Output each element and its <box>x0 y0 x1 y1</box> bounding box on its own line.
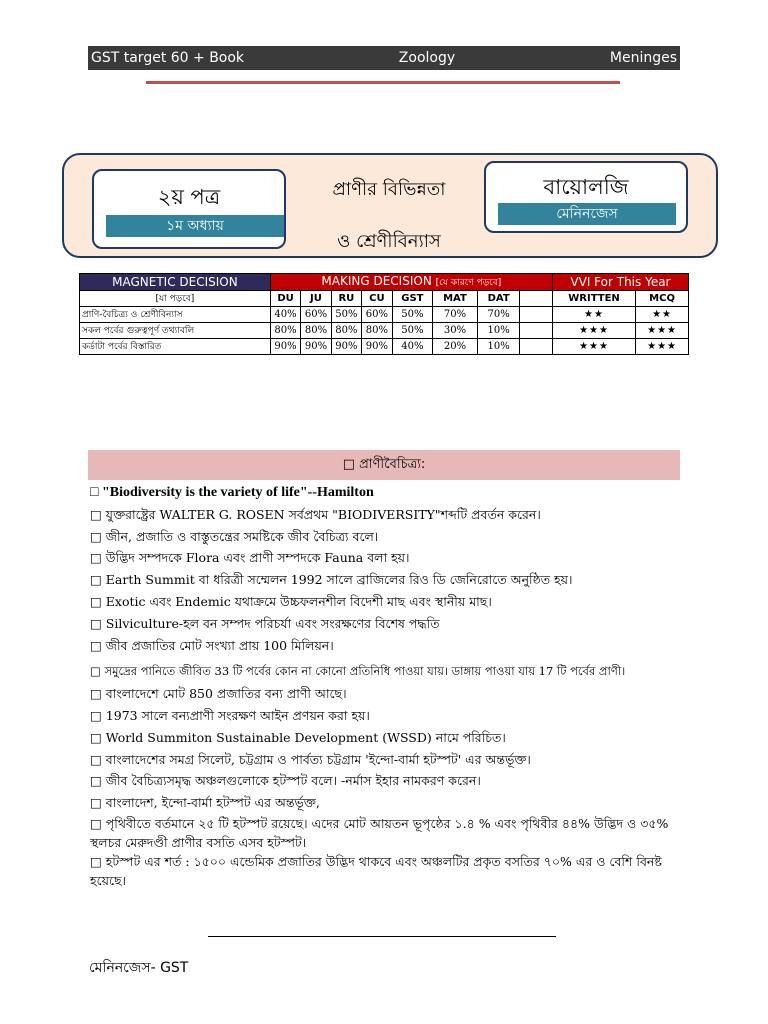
topic-title-line2: ও শ্রেণীবিন্যাস <box>337 231 441 252</box>
vvi-header: VVI For This Year <box>552 274 688 291</box>
row-topic: প্রাণি-বৈচিত্র্য ও শ্রেণীবিন্যাস <box>80 307 271 323</box>
list-item: □ বাংলাদেশের সমগ্র সিলেট, চট্টগ্রাম ও পার্বত্য চট্টগ্রাম 'ইন্দো-বার্মা হটস্পট' এর অন্তর্ভূক্ত। <box>90 751 531 767</box>
list-item: □ পৃথিবীতে বর্তমানে ২৫ টি হটস্পট রয়েছে। এদের মোট আয়তন ভূপৃষ্ঠের ১.৪ % এবং পৃথিবীর ৪৪% উদ্ভিদ ও ৩৫% স্থলচর মেরুদণ্ডী প্রাণীর বসতি এসব হটস্পট। <box>90 815 669 850</box>
written-stars: ★★★ <box>552 339 635 355</box>
col-written: WRITTEN <box>552 291 635 307</box>
col-du: DU <box>270 291 300 307</box>
row-topic: কর্ডাটা পর্বের বিস্তারিত <box>80 339 271 355</box>
title-card <box>62 153 718 258</box>
table-row <box>80 323 689 339</box>
list-item: □ Earth Summit বা ধরিত্রী সম্মেলন 1992 সালে ব্রাজিলের রিও ডি জেনিরোতে অনুষ্ঠিত হয়। <box>90 572 573 588</box>
list-item: □ Exotic এবং Endemic যথাক্রমে উচ্চফলনশীল বিদেশী মাছ এবং স্থানীয় মাছ। <box>90 593 492 609</box>
paper-title: ২য় পত্র <box>157 185 221 209</box>
col-blank <box>520 291 552 307</box>
list-item: □ যুক্তরাষ্ট্রের WALTER G. ROSEN সর্বপ্রথম "BIODIVERSITY"শব্দটি প্রবর্তন করেন। <box>90 506 541 522</box>
making-decision-header <box>270 274 552 291</box>
topic-title-line1: প্রাণীর বিভিন্নতা <box>332 179 446 200</box>
header-divider <box>146 81 620 84</box>
cell <box>520 307 552 323</box>
col-mat: MAT <box>433 291 478 307</box>
header-right: Meninges <box>609 50 677 66</box>
cell: 40% <box>270 307 300 323</box>
cell: 90% <box>362 339 392 355</box>
cell: 40% <box>392 339 433 355</box>
magnetic-sub: [যা পড়বে] <box>80 291 271 307</box>
list-item: □ জীন, প্রজাতি ও বাস্তুতন্ত্রের সমষ্টিকে জীব বৈচিত্র্য বলে। <box>90 528 379 544</box>
row-topic: সকল পর্বের গুরুত্বপূর্ণ তথ্যাবলি <box>80 323 271 339</box>
header-bar <box>88 46 680 70</box>
bullet-list <box>90 482 680 890</box>
cell: 90% <box>331 339 361 355</box>
list-item: □ সমুদ্রের পানিতে জীবিত 33 টি পর্বের কোন না কোনো প্রতিনিধি পাওয়া যায়। ডাঙ্গায় পাওয়া যায় 17 টি পর্বের প্রাণী। <box>90 664 626 679</box>
cell: 90% <box>301 339 331 355</box>
footer-text: মেনিনজেস- GST <box>89 960 189 976</box>
mcq-stars: ★★ <box>636 307 689 323</box>
cell: 60% <box>301 307 331 323</box>
cell: 80% <box>362 323 392 339</box>
written-stars: ★★ <box>552 307 635 323</box>
list-item: □ জীব বৈচিত্র্যসমৃদ্ধ অঞ্চলগুলোকে হটস্পট বলে। -নর্মাস ইহার নামকরণ করেন। <box>90 773 481 789</box>
paper-box <box>92 169 286 249</box>
list-item: □ বাংলাদেশে মোট 850 প্রজাতির বন্য প্রাণী আছে। <box>90 686 347 702</box>
chapter-tag: ১ম অধ্যায় <box>106 215 284 237</box>
list-item: □ "Biodiversity is the variety of life"--Hamilton <box>90 485 374 500</box>
cell: 10% <box>477 323 520 339</box>
col-ru: RU <box>331 291 361 307</box>
cell: 50% <box>392 307 433 323</box>
cell <box>520 339 552 355</box>
col-gst: GST <box>392 291 433 307</box>
section-title-bar: □ প্রাণীবৈচিত্র্য: <box>88 450 680 480</box>
cell <box>520 323 552 339</box>
cell: 80% <box>301 323 331 339</box>
cell: 80% <box>331 323 361 339</box>
list-item: □ হটস্পট এর শর্ত : ১৫০০ এন্ডেমিক প্রজাতির উদ্ভিদ থাকবে এবং অঞ্চলটির প্রকৃত বসতির ৭০% এর ও বেশি বিনষ্ট হয়েছে। <box>90 853 662 888</box>
col-cu: CU <box>362 291 392 307</box>
col-mcq: MCQ <box>636 291 689 307</box>
cell: 80% <box>270 323 300 339</box>
list-item: □ জীব প্রজাতির মোট সংখ্যা প্রায় 100 মিলিয়ন। <box>90 637 334 653</box>
table-row <box>80 307 689 323</box>
subject-title: বায়োলজি <box>543 175 629 199</box>
cell: 30% <box>433 323 478 339</box>
list-item: □ Silviculture-হল বন সম্পদ পরিচর্যা এবং সংরক্ষণের বিশেষ পদ্ধতি <box>90 615 440 631</box>
header-center: Zoology <box>398 50 456 66</box>
written-stars: ★★★ <box>552 323 635 339</box>
subject-box <box>484 161 688 233</box>
making-decision-label: MAKING DECISION <box>321 274 432 288</box>
table-row <box>80 339 689 355</box>
magnetic-decision-header: MAGNETIC DECISION <box>80 274 271 291</box>
col-dat: DAT <box>477 291 520 307</box>
making-decision-sub: [যে কারণে পড়বে] <box>435 278 502 288</box>
cell: 20% <box>433 339 478 355</box>
cell: 60% <box>362 307 392 323</box>
mcq-stars: ★★★ <box>636 323 689 339</box>
cell: 70% <box>433 307 478 323</box>
list-item: □ 1973 সালে বন্যপ্রাণী সংরক্ষণ আইন প্রণয়ন করা হয়। <box>90 707 370 723</box>
list-item: □ বাংলাদেশ, ইন্দো-বার্মা হটস্পট এর অন্তর্ভূক্ত, <box>90 795 320 811</box>
cell: 50% <box>392 323 433 339</box>
cell: 10% <box>477 339 520 355</box>
col-ju: JU <box>301 291 331 307</box>
cell: 50% <box>331 307 361 323</box>
mcq-stars: ★★★ <box>636 339 689 355</box>
list-item: □ উদ্ভিদ সম্পদকে Flora এবং প্রাণী সম্পদকে Fauna বলা হয়। <box>90 550 410 566</box>
subject-tag: মেনিনজেস <box>498 203 676 225</box>
cell: 90% <box>270 339 300 355</box>
list-item: □ World Summiton Sustainable Development (WSSD) নামে পরিচিত। <box>90 729 506 745</box>
footer-divider <box>208 936 556 937</box>
decision-table <box>79 273 689 355</box>
cell: 70% <box>477 307 520 323</box>
header-left: GST target 60 + Book <box>91 50 245 66</box>
